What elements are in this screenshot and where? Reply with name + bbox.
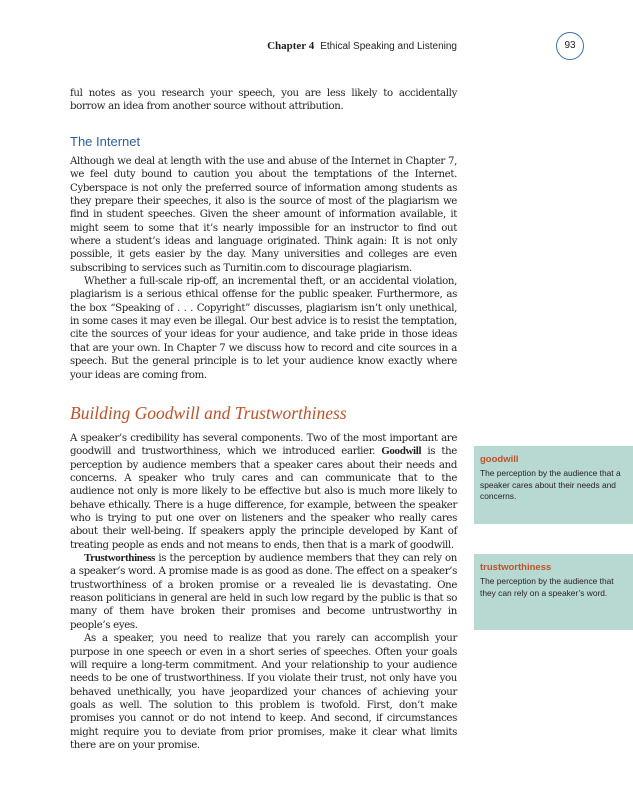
goodwill-paragraph-3: As a speaker, you need to realize that you rarely can accomplish your purpose in one speech or even in a short series of speeches. Often your goals will require a long-term commitment. And your relationship to your audience needs to be one of trustworthiness. If you violate their trust, not only have you behaved unethically, you have jeopardized your chances of achieving your goals as well. The solution to this problem is twofold. First, don’t make promises you cannot or do not intend to keep. And second, if circumstances might require you to deviate from prior promises, make it clear what limits there are on your promise. (70, 633, 457, 751)
page-number: 93 (556, 32, 584, 60)
glossary-definition: The perception by the audience that a speaker cares about their needs and concerns. (480, 468, 621, 501)
internet-section-text (70, 155, 457, 382)
goodwill-heading: Building Goodwill and Trustworthiness (70, 403, 347, 423)
chapter-title: Ethical Speaking and Listening (320, 41, 457, 52)
internet-paragraph-1: Although we deal at length with the use and abuse of the Internet in Chapter 7, we feel duty bound to caution you about the temptations of the Internet. Cyberspace is not only the preferred source of information among students as they prepare their speeches, it also is the source of most of the plagiarism we find in student speeches. Given the sheer amount of information available, it might seem to some that it’s nearly impossible for an instructor to find out where a student’s ideas and language originated. Think again: It is not only possible, it gets easier by the day. Many universities and colleges are even subscribing to services such as Turnitin.com to discourage plagiarism. (70, 156, 457, 274)
running-head (267, 40, 457, 52)
goodwill-paragraph-2: Trustworthiness is the perception by audience members that they can rely on a speaker’s word. A promise made is as good as done. The effect on a speaker’s trustworthiness of a broken promise or a revealed lie is devastating. One reason politicians in general are held in such low regard by the public is that so many of them have broken their promises and become untrustworthy in people’s eyes. (70, 552, 457, 631)
glossary-box-goodwill (474, 446, 633, 524)
goodwill-keyword: Goodwill (381, 445, 422, 458)
intro-paragraph: ful notes as you research your speech, you are less likely to accidentally borrow an idea from another source without attribution. (70, 88, 457, 113)
glossary-term: goodwill (480, 454, 519, 465)
page-header (0, 38, 633, 58)
glossary-term: trustworthiness (480, 562, 552, 573)
intro-text (70, 87, 457, 114)
internet-heading: The Internet (70, 134, 141, 149)
trustworthiness-keyword: Trustworthiness (84, 552, 155, 565)
internet-paragraph-2: Whether a full-scale rip-off, an incremental theft, or an accidental violation, plagiarism is a serious ethical offense for the public speaker. Furthermore, as the box “Speaking of . . . Copyright” discusses, plagiarism isn’t only unethical, in some cases it may even be illegal. Our best advice is to resist the temptation, cite the sources of your ideas for your audience, and take pride in those ideas that are your own. In Chapter 7 we discuss how to record and cite sources in a speech. But the general principle is to let your audience know exactly where your ideas are coming from. (70, 276, 457, 381)
goodwill-section-text (70, 432, 457, 752)
goodwill-paragraph-1: A speaker’s credibility has several components. Two of the most important are goodwill and trustworthiness, which we introduced earlier. Goodwill is the perception by audience members that a speaker cares about their needs and concerns. A speaker who truly cares and can communicate that to the audience not only is more likely to be effective but also is much more likely to behave ethically. There is a huge difference, for example, between the speaker who is trying to put one over on listeners and the speaker who really cares about their well-being. If speakers apply the principle developed by Kant of treating people as ends and not means to ends, then that is a mark of goodwill. (70, 433, 457, 551)
glossary-definition: The perception by the audience that they can rely on a speaker’s word. (480, 576, 614, 598)
glossary-box-trustworthiness (474, 554, 633, 630)
chapter-label: Chapter 4 (267, 40, 315, 52)
